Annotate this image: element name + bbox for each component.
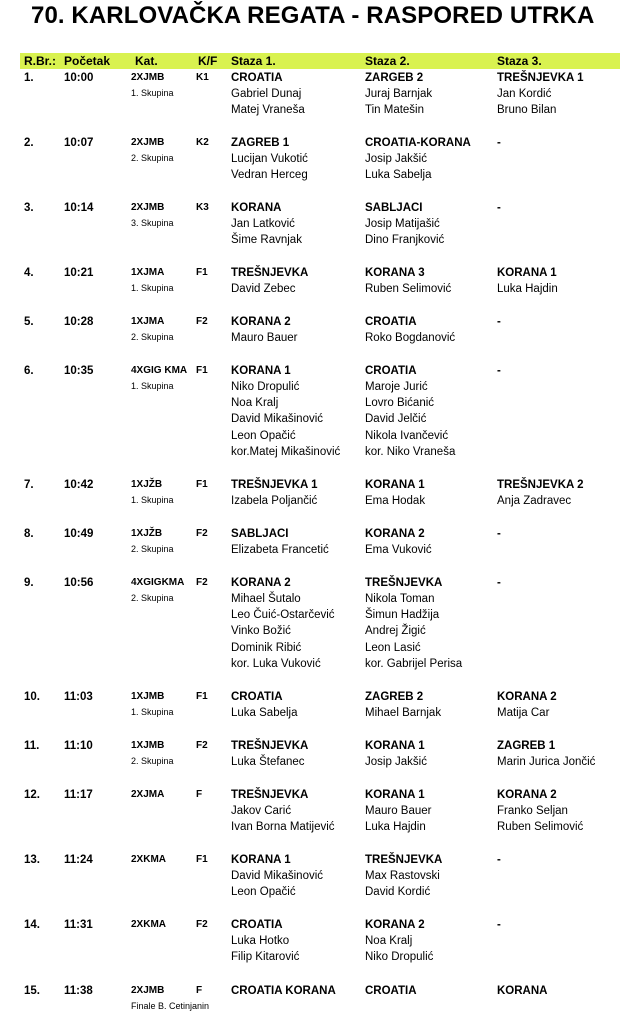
- lane-crew: [365, 591, 462, 672]
- lane-crew: [231, 542, 329, 558]
- race-time: 10:28: [64, 316, 94, 328]
- lane-crew: [365, 216, 444, 248]
- crew-member: Luka Hajdin: [497, 283, 558, 295]
- lane-crew: [231, 591, 335, 672]
- lane-club: KORANA 3: [365, 267, 425, 279]
- lane-club: KORANA 2: [497, 789, 557, 801]
- lane-club: -: [497, 919, 501, 931]
- race-number: 4.: [24, 267, 34, 279]
- lane-club: CROATIA: [365, 365, 417, 377]
- crew-member: Šime Ravnjak: [231, 234, 302, 247]
- race-kf: K1: [196, 72, 209, 83]
- race-number: 15.: [24, 985, 40, 997]
- race-category: 2XJMB: [131, 985, 165, 996]
- race-number: 2.: [24, 137, 34, 149]
- header-kf: K/F: [198, 54, 218, 68]
- crew-member: Josip Jakšić: [365, 756, 427, 768]
- lane-crew: [365, 493, 425, 509]
- crew-member: Matija Car: [497, 707, 550, 719]
- header-rbr: R.Br.:: [24, 54, 57, 68]
- lane-crew: [231, 933, 299, 965]
- crew-member: Leon Opačić: [231, 886, 296, 899]
- lane-club: CROATIA: [231, 691, 283, 703]
- lane-club: TREŠNJEVKA 2: [497, 479, 584, 491]
- crew-member: Noa Kralj: [231, 397, 279, 410]
- crew-member: Leon Lasić: [365, 641, 421, 654]
- lane-crew: [231, 705, 298, 721]
- crew-member: Maroje Jurić: [365, 381, 428, 393]
- crew-member: Marin Jurica Jončić: [497, 756, 596, 768]
- race-number: 7.: [24, 479, 34, 491]
- race-group: 2. Skupina: [131, 593, 174, 603]
- lane-club: TREŠNJEVKA: [365, 854, 443, 866]
- lane-crew: [497, 754, 595, 770]
- race-group: 1. Skupina: [131, 707, 174, 717]
- race-group: 1. Skupina: [131, 381, 174, 391]
- race-time: 11:10: [64, 740, 93, 752]
- crew-member: kor. Gabrijel Perisa: [365, 657, 463, 670]
- race-group: 2. Skupina: [131, 544, 174, 554]
- lane-club: -: [497, 528, 501, 540]
- race-time: 10:07: [64, 137, 94, 149]
- crew-member: Ema Vuković: [365, 544, 432, 556]
- crew-member: Gabriel Dunaj: [231, 88, 302, 100]
- lane-crew: [231, 330, 297, 346]
- race-kf: F2: [196, 919, 208, 930]
- race-kf: F: [196, 985, 203, 996]
- race-category: 1XJŽB: [131, 479, 163, 490]
- race-time: 10:56: [64, 577, 94, 589]
- header-staza3: Staza 3.: [497, 54, 542, 68]
- crew-member: Leon Opačić: [231, 429, 296, 442]
- table-header: [20, 53, 620, 69]
- lane-club: KORANA 2: [365, 528, 425, 540]
- lane-crew: [231, 754, 305, 770]
- lane-club: KORANA 1: [231, 854, 291, 866]
- race-category: 4XGIGKMA: [131, 577, 185, 588]
- crew-member: Niko Dropulić: [231, 381, 300, 393]
- crew-member: Tin Matešin: [365, 104, 425, 117]
- race-time: 11:31: [64, 919, 93, 931]
- crew-member: Lovro Bićanić: [365, 397, 435, 410]
- race-number: 11.: [24, 740, 40, 752]
- crew-member: Mihael Šutalo: [231, 593, 301, 605]
- race-category: 4XGIG KMA: [131, 365, 188, 376]
- race-group: 1. Skupina: [131, 88, 174, 98]
- lane-club: ZAGREB 2: [365, 691, 424, 703]
- race-number: 5.: [24, 316, 34, 328]
- race-category: 1XJMB: [131, 740, 165, 751]
- lane-crew: [231, 868, 323, 900]
- lane-crew: [231, 803, 335, 835]
- crew-member: Luka Sabelja: [365, 169, 432, 182]
- lane-club: KORANA 1: [497, 267, 557, 279]
- race-time: 11:38: [64, 985, 93, 997]
- page-title: 70. KARLOVAČKA REGATA - RASPORED UTRKA: [31, 2, 595, 29]
- crew-member: Leo Čuić-Ostarčević: [231, 609, 335, 622]
- race-time: 11:17: [64, 789, 93, 801]
- race-category: 1XJMA: [131, 316, 165, 327]
- lane-club: KORANA 1: [231, 365, 291, 377]
- lane-club: KORANA 1: [365, 740, 425, 752]
- lane-club: -: [497, 316, 501, 328]
- crew-member: Luka Hotko: [231, 935, 290, 947]
- lane-club: KORANA: [497, 985, 548, 997]
- lane-club: CROATIA: [365, 316, 417, 328]
- crew-member: Anja Zadravec: [497, 495, 572, 507]
- lane-club: TREŠNJEVKA 1: [231, 479, 318, 491]
- crew-member: kor.Matej Mikašinović: [231, 445, 341, 458]
- lane-crew: [365, 803, 431, 835]
- crew-member: Šimun Hadžija: [365, 609, 440, 622]
- lane-club: KORANA 1: [365, 789, 425, 801]
- race-kf: F2: [196, 528, 208, 539]
- lane-club: KORANA: [231, 202, 282, 214]
- lane-club: SABLJACI: [365, 202, 423, 214]
- crew-member: Mihael Barnjak: [365, 707, 442, 719]
- crew-member: Noa Kralj: [365, 935, 413, 947]
- crew-member: Max Rastovski: [365, 870, 440, 882]
- crew-member: David Jelčić: [365, 413, 427, 426]
- crew-member: Niko Dropulić: [365, 951, 434, 964]
- race-kf: F1: [196, 479, 208, 490]
- lane-crew: [497, 281, 558, 297]
- lane-club: KORANA 1: [365, 479, 425, 491]
- crew-member: Lucijan Vukotić: [231, 153, 308, 165]
- lane-crew: [231, 151, 308, 183]
- header-staza2: Staza 2.: [365, 54, 410, 68]
- lane-club: ZARGEB 2: [365, 72, 424, 84]
- race-group: 2. Skupina: [131, 332, 174, 342]
- lane-club: -: [497, 365, 501, 377]
- lane-club: CROATIA: [231, 919, 283, 931]
- crew-member: Juraj Barnjak: [365, 88, 433, 100]
- lane-club: TREŠNJEVKA: [231, 789, 309, 801]
- crew-member: Ivan Borna Matijević: [231, 821, 335, 834]
- crew-member: Luka Hajdin: [365, 821, 426, 834]
- race-category: 2XKMA: [131, 854, 167, 865]
- race-time: 10:21: [64, 267, 94, 279]
- crew-member: Filip Kitarović: [231, 951, 300, 964]
- race-category: 2XJMB: [131, 137, 165, 148]
- race-kf: K3: [196, 202, 209, 213]
- race-number: 3.: [24, 202, 34, 214]
- lane-crew: [497, 705, 549, 721]
- crew-member: Nikola Ivančević: [365, 429, 449, 442]
- lane-club: TREŠNJEVKA: [231, 267, 309, 279]
- race-category: 2XJMA: [131, 789, 165, 800]
- crew-member: Dominik Ribić: [231, 641, 302, 654]
- header-pocetak: Početak: [64, 54, 111, 68]
- crew-member: Ema Hodak: [365, 495, 426, 507]
- race-group: 1. Skupina: [131, 495, 174, 505]
- race-kf: F1: [196, 365, 208, 376]
- lane-crew: [365, 330, 455, 346]
- crew-member: David Mikašinović: [231, 413, 324, 426]
- race-time: 10:42: [64, 479, 94, 491]
- lane-crew: [365, 754, 427, 770]
- crew-member: Ruben Selimović: [497, 821, 584, 834]
- lane-crew: [365, 868, 440, 900]
- header-staza1: Staza 1.: [231, 54, 276, 68]
- lane-club: -: [497, 202, 501, 214]
- race-number: 14.: [24, 919, 40, 931]
- lane-club: -: [497, 854, 501, 866]
- race-kf: F1: [196, 691, 208, 702]
- crew-member: Nikola Toman: [365, 593, 435, 605]
- lane-club: KORANA 2: [497, 691, 557, 703]
- lane-club: TREŠNJEVKA: [231, 740, 309, 752]
- lane-club: SABLJACI: [231, 528, 289, 540]
- crew-member: Mauro Bauer: [231, 332, 298, 344]
- header-kat: Kat.: [135, 54, 158, 68]
- race-kf: F: [196, 789, 203, 800]
- race-category: 1XJMB: [131, 691, 165, 702]
- lane-crew: [497, 803, 583, 835]
- lane-crew: [497, 493, 571, 509]
- crew-member: Roko Bogdanović: [365, 332, 456, 344]
- lane-club: CROATIA: [365, 985, 417, 997]
- lane-club: TREŠNJEVKA: [365, 577, 443, 589]
- race-kf: F2: [196, 577, 208, 588]
- crew-member: Dino Franjković: [365, 234, 445, 247]
- crew-member: Vinko Božić: [231, 625, 291, 638]
- lane-crew: [231, 216, 302, 248]
- race-kf: F2: [196, 740, 208, 751]
- race-time: 10:00: [64, 72, 94, 84]
- crew-member: Luka Sabelja: [231, 707, 298, 719]
- lane-club: TREŠNJEVKA 1: [497, 72, 584, 84]
- lane-club: KORANA 2: [365, 919, 425, 931]
- race-kf: F1: [196, 267, 208, 278]
- lane-crew: [365, 379, 455, 460]
- crew-member: kor. Luka Vuković: [231, 657, 321, 670]
- crew-member: Izabela Poljančić: [231, 495, 318, 507]
- race-number: 8.: [24, 528, 34, 540]
- lane-club: CROATIA KORANA: [231, 985, 336, 997]
- race-time: 11:03: [64, 691, 93, 703]
- crew-member: David Kordić: [365, 886, 431, 899]
- crew-member: David Zebec: [231, 283, 296, 295]
- crew-member: Mauro Bauer: [365, 805, 432, 817]
- lane-crew: [231, 379, 340, 460]
- crew-member: Ruben Selimović: [365, 283, 452, 295]
- race-number: 6.: [24, 365, 34, 377]
- lane-club: CROATIA: [231, 72, 283, 84]
- crew-member: Jan Latković: [231, 218, 295, 230]
- race-category: 2XJMB: [131, 72, 165, 83]
- crew-member: Andrej Žigić: [365, 625, 426, 638]
- race-kf: F2: [196, 316, 208, 327]
- race-group: Finale B. Cetinjanin: [131, 1001, 210, 1011]
- race-number: 10.: [24, 691, 40, 703]
- race-category: 1XJŽB: [131, 528, 163, 539]
- race-kf: K2: [196, 137, 209, 148]
- crew-member: Matej Vraneša: [231, 104, 305, 117]
- lane-crew: [365, 86, 432, 118]
- crew-member: Vedran Herceg: [231, 169, 308, 182]
- lane-club: KORANA 2: [231, 316, 291, 328]
- race-kf: F1: [196, 854, 208, 865]
- lane-crew: [497, 86, 556, 118]
- race-time: 10:49: [64, 528, 94, 540]
- race-group: 1. Skupina: [131, 283, 174, 293]
- lane-crew: [365, 933, 433, 965]
- lane-crew: [231, 493, 317, 509]
- lane-club: ZAGREB 1: [497, 740, 556, 752]
- race-number: 13.: [24, 854, 40, 866]
- race-category: 1XJMA: [131, 267, 165, 278]
- lane-club: CROATIA-KORANA: [365, 137, 471, 149]
- crew-member: Jakov Carić: [231, 805, 292, 817]
- race-number: 12.: [24, 789, 40, 801]
- lane-club: -: [497, 137, 501, 149]
- lane-club: ZAGREB 1: [231, 137, 290, 149]
- crew-member: Franko Seljan: [497, 805, 568, 817]
- crew-member: Elizabeta Francetić: [231, 544, 329, 556]
- crew-member: Bruno Bilan: [497, 104, 557, 117]
- lane-crew: [365, 542, 432, 558]
- race-number: 1.: [24, 72, 34, 84]
- crew-member: Luka Štefanec: [231, 756, 305, 768]
- lane-crew: [365, 151, 432, 183]
- lane-crew: [365, 705, 441, 721]
- race-group: 2. Skupina: [131, 153, 174, 163]
- crew-member: Josip Jakšić: [365, 153, 427, 165]
- crew-member: Jan Kordić: [497, 88, 552, 100]
- lane-crew: [365, 281, 451, 297]
- race-time: 10:14: [64, 202, 94, 214]
- crew-member: Josip Matijašić: [365, 218, 440, 230]
- race-number: 9.: [24, 577, 34, 589]
- lane-club: KORANA 2: [231, 577, 291, 589]
- race-group: 2. Skupina: [131, 756, 174, 766]
- race-group: 3. Skupina: [131, 218, 174, 228]
- race-category: 2XKMA: [131, 919, 167, 930]
- race-category: 2XJMB: [131, 202, 165, 213]
- lane-crew: [231, 281, 296, 297]
- crew-member: David Mikašinović: [231, 870, 324, 882]
- lane-crew: [231, 86, 305, 118]
- race-time: 10:35: [64, 365, 94, 377]
- race-time: 11:24: [64, 854, 93, 866]
- crew-member: kor. Niko Vraneša: [365, 445, 456, 458]
- lane-club: -: [497, 577, 501, 589]
